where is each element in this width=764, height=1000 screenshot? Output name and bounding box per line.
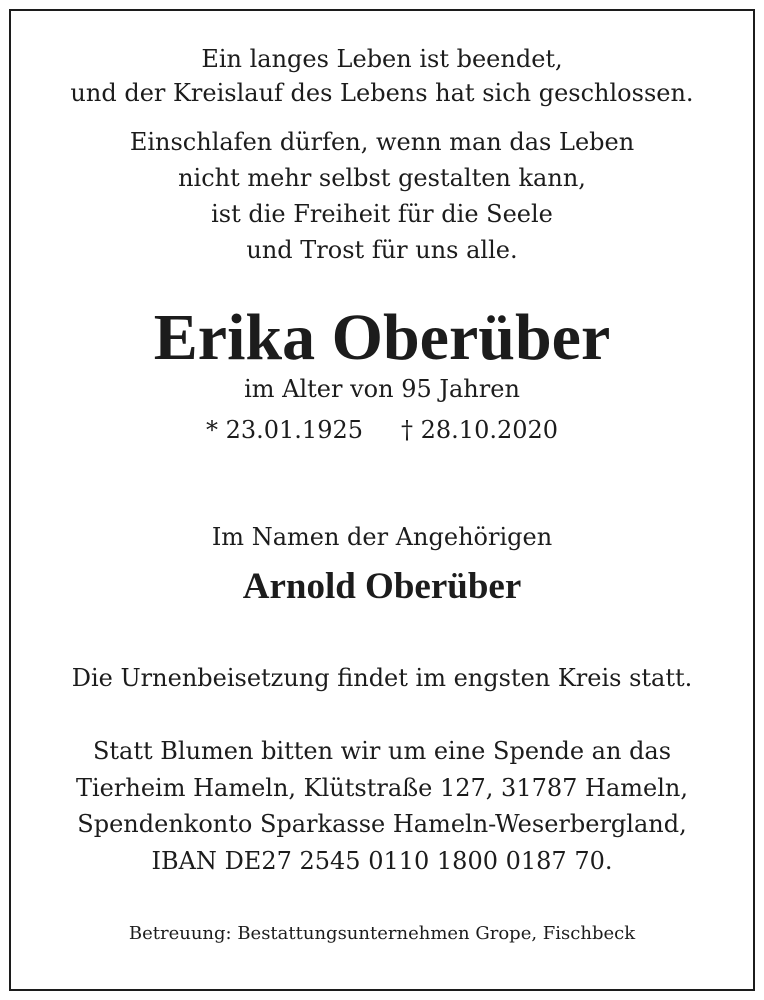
donation-line: Statt Blumen bitten wir um eine Spende an das (92, 737, 672, 765)
verse-line: nicht mehr selbst gestalten kann, (178, 164, 586, 192)
verse-line: Ein langes Leben ist beendet, (201, 45, 563, 73)
verse-line: Einschlafen dürfen, wenn man das Leben (129, 128, 635, 156)
life-dates (11, 414, 753, 446)
birth-date: * 23.01.1925 (205, 416, 363, 444)
verse-line: ist die Freiheit für die Seele (211, 200, 553, 228)
donation-line: Tierheim Hameln, Klütstraße 127, 31787 Hameln, (76, 774, 688, 802)
verse-line: und der Kreislauf des Lebens hat sich geschlossen. (70, 79, 694, 107)
signer-name: Arnold Oberüber (242, 566, 522, 607)
age-line: im Alter von 95 Jahren (244, 375, 520, 403)
donation-line: IBAN DE27 2545 0110 1800 0187 70. (151, 847, 613, 875)
burial-note: Die Urnenbeisetzung findet im engsten Kreis statt. (71, 664, 693, 692)
verse-line: und Trost für uns alle. (246, 236, 518, 264)
obituary-notice (9, 9, 755, 991)
donation-line: Spendenkonto Sparkasse Hameln-Weserbergland, (77, 810, 687, 838)
death-date: † 28.10.2020 (401, 416, 559, 444)
deceased-name: Erika Oberüber (153, 301, 611, 374)
relatives-intro: Im Namen der Angehörigen (211, 523, 553, 551)
funeral-home-credit: Betreuung: Bestattungsunternehmen Grope, Fischbeck (128, 923, 636, 944)
